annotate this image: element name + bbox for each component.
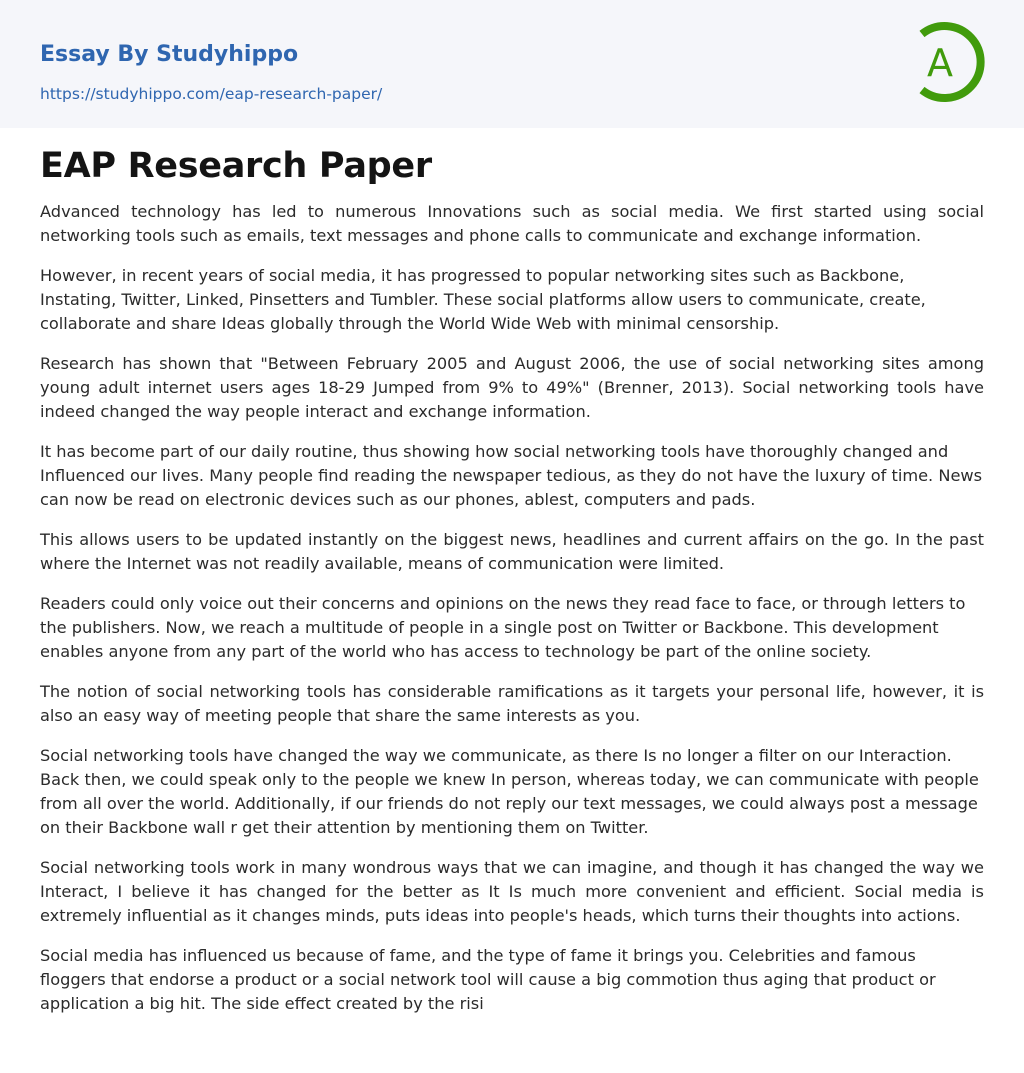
essay-paragraph: This allows users to be updated instantly on the biggest news, headlines and current affairs on the go. In the past where the Internet was not readily available, means of communication were limited. <box>40 530 984 573</box>
essay-paragraph: Social media has influenced us because of fame, and the type of fame it brings you. Celebrities and famous floggers that endorse a product or a social network tool will cause a big commotion thus aging that product or application a big hit. The side effect created by the risi <box>40 946 936 1013</box>
essay-paragraph: Readers could only voice out their concerns and opinions on the news they read face to face, or through letters to the publishers. Now, we reach a multitude of people in a single post on Twitter or Backbone. This development enables anyone from any part of the world who has access to technology be part of the online society. <box>40 594 966 661</box>
brand-link[interactable]: Essay By Studyhippo <box>40 42 299 67</box>
essay-paragraph: Social networking tools work in many wondrous ways that we can imagine, and though it has changed the way we Interact, I believe it has changed for the better as It Is much more convenient and efficient. Social media is extremely influential as it changes minds, puts ideas into people's heads, which turns their thoughts into actions. <box>40 858 984 925</box>
essay-paragraph: Advanced technology has led to numerous Innovations such as social media. We first started using social networking tools such as emails, text messages and phone calls to communicate and exchange information. <box>40 202 984 245</box>
essay-body <box>40 200 984 1032</box>
essay-paragraph: Social networking tools have changed the way we communicate, as there Is no longer a filter on our Interaction. Back then, we could speak only to the people we knew In person, whereas today, we can communicate with people from all over the world. Additionally, if our friends do not reply our text messages, we could always post a message on their Backbone wall r get their attention by mentioning them on Twitter. <box>40 746 979 837</box>
logo-letter: A <box>927 41 953 85</box>
essay-paragraph: The notion of social networking tools has considerable ramifications as it targets your personal life, however, it is also an easy way of meeting people that share the same interests as you. <box>40 682 984 725</box>
essay-paragraph: However, in recent years of social media, it has progressed to popular networking sites such as Backbone, Instating, Twitter, Linked, Pinsetters and Tumbler. These social platforms allow users to communicate, create, collaborate and share Ideas globally through the World Wide Web with minimal censorship. <box>40 266 926 333</box>
page-url-link[interactable]: https://studyhippo.com/eap-research-paper/ <box>40 85 383 103</box>
page-title: EAP Research Paper <box>40 146 432 186</box>
studyhippo-logo-icon[interactable] <box>908 20 988 104</box>
essay-paragraph: It has become part of our daily routine, thus showing how social networking tools have thoroughly changed and Influenced our lives. Many people find reading the newspaper tedious, as they do not have the luxury of time. News can now be read on electronic devices such as our phones, ablest, computers and pads. <box>40 442 983 509</box>
site-header <box>0 0 1024 128</box>
essay-paragraph: Research has shown that "Between February 2005 and August 2006, the use of social networking sites among young adult internet users ages 18-29 Jumped from 9% to 49%" (Brenner, 2013). Social networking tools have indeed changed the way people interact and exchange information. <box>40 354 984 421</box>
